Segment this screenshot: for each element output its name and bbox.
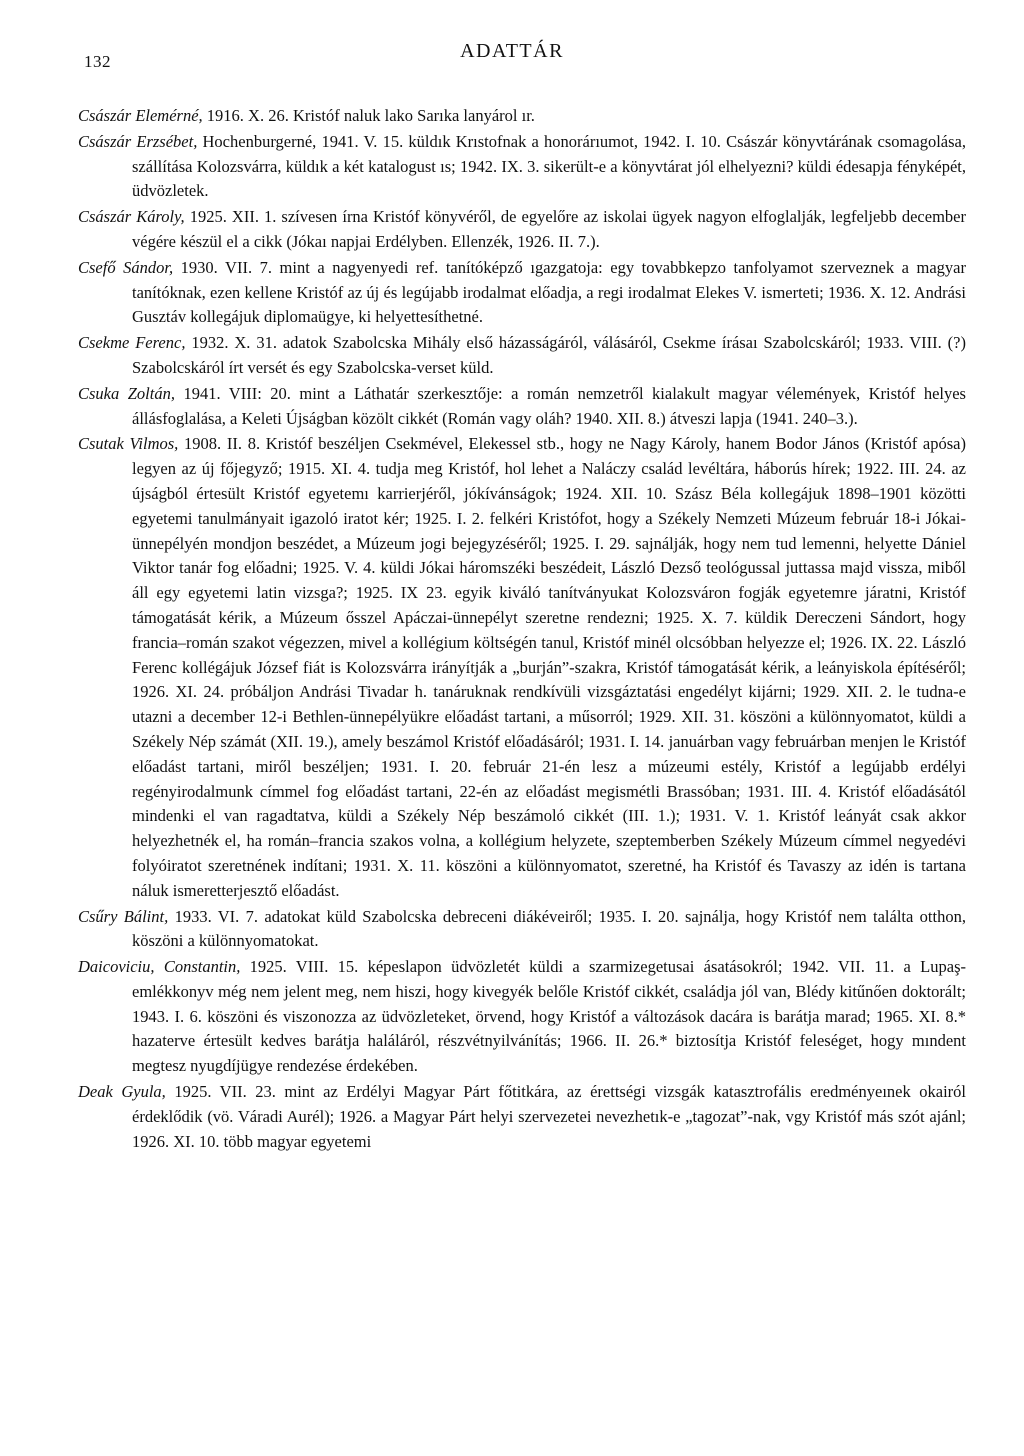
entry [78, 432, 966, 903]
entry [78, 331, 966, 381]
entry [78, 256, 966, 330]
entry-name: Deak Gyula, [78, 1082, 166, 1102]
entry-text: 1925. VII. 23. mint az Erdélyi Magyar Párt főtitkára, az érettségi vizsgák katasztrofális eredményeınek okairól érdeklődik (vö. Váradi Aurél); 1926. a Magyar Párt helyi szervezetei nevezhetık-e „tagozat”-nak, vgy Kristóf más szót ajánl; 1926. XI. 10. több magyar egyetemi [132, 1082, 966, 1151]
entry-text: 1933. VI. 7. adatokat küld Szabolcska debreceni diákéveiről; 1935. I. 20. sajnálja, hogy Kristóf nem találta otthon, köszöni a különnyomatokat. [132, 906, 966, 951]
entry-name: Csefő Sándor, [78, 257, 174, 277]
entry-name: Daicoviciu, Constantin, [78, 957, 241, 977]
entry [78, 104, 966, 129]
entry-text: Hochenburgerné, 1941. V. 15. küldık Krıstofnak a honorárıumot, 1942. I. 10. Császár könyvtárának csomagolása, szállítása Kolozsvárra, küldık a két katalogust ıs; 1942. IX. 3. sikerült-e a könyvtárat jól elhelyezni? küldi édesapja fényképét, üdvözletek. [132, 131, 966, 201]
page-number: 132 [84, 52, 111, 71]
entry-text: 1941. VIII: 20. mint a Láthatár szerkesztője: a román nemzetről kialakult magyar vélemények, Kristóf helyes állásfoglalása, a Keleti Újságban közölt cikkét (Román vagy oláh? 1940. XII. 8.) átveszi lapja (1941. 240–3.). [132, 383, 966, 428]
entry-name: Császár Erzsébet, [78, 131, 198, 151]
entry-text: 1925. VIII. 15. képeslapon üdvözletét küldi a szarmizegetusai ásatásokról; 1942. VII. 11. a Lupaş-emlékkonyv még nem jelent meg, nem hiszi, hogy kivegyék belőle Kristóf cikkét, családja jól van, Blédy kitűnően doktorált; 1943. I. 6. köszöni és viszonozza az üdvözleteket, örvend, hogy Kristóf a változások dacára is barátja marad; 1965. XI. 8.* hazaterve értesült kedves barátja haláláról, részvétnyilvánítás; 1966. II. 26.* biztosítja Kristóf feleséget, hogy mındent megtesz nyugdíjügye rendezése érdekében. [132, 957, 966, 1076]
entry [78, 130, 966, 204]
entry-name: Csűry Bálint, [78, 906, 169, 926]
entry [78, 205, 966, 255]
entry-name: Csuka Zoltán, [78, 383, 175, 403]
entry [78, 382, 966, 432]
entry-text: 1908. II. 8. Kristóf beszéljen Csekmével, Elekessel stb., hogy ne Nagy Károly, hanem Bodor János (Kristóf apósa) legyen az új főjegyző; 1915. XI. 4. tudja meg Kristóf, hol lehet a Naláczy család levéltára, háborús hírek; 1922. III. 24. az újságból értesült Kristóf egyetemı karrierjéről, jókívánságok; 1924. XII. 10. Szász Béla kollegájuk 1898–1901 közötti egyetemi tanulmányait igazoló iratot kér; 1925. I. 2. felkéri Kristófot, hogy a Székely Nemzeti Múzeum február 18-i Jókai-ünnepélyén mondjon beszédet, a Múzeum jogi bejegyzéséről; 1925. I. 29. sajnálják, hogy nem tud lemenni, helyette Dániel Viktor tanár fog előadni; 1925. V. 4. küldi Jókai háromszéki beszédeit, László Dezső teológussal juttassa majd vissza, miből áll egy egyetemi latin vizsga?; 1925. IX 23. egyik kiváló tanítványukat Kolozsváron fogják egyetemre járatni, Kristóf támogatását kérik, a Múzeum ősszel Apáczai-ünnepélyt szeretne rendezni; 1925. X. 7. küldik Dereczeni Sándort, hogy francia–román szakot végezzen, mivel a kollégium költségén tanul, Kristóf minél olcsóbban helyezze el; 1926. IX. 22. László Ferenc kollégájuk József fiát is Kolozsvárra irányítják a „burján”-szakra, Kristóf támogatását kérik, a leányiskola építéséről; 1926. XI. 24. próbáljon Andrási Tivadar h. tanáruknak rendkívüli vizsgáztatási engedélyt kijárni; 1929. XII. 2. le tudna-e utazni a december 12-i Bethlen-ünnepélyükre előadást tartani, a műsorról; 1929. XII. 31. köszöni a különnyomatot, küldi a Székely Nép számát (XII. 19.), amely beszámol Kristóf előadásáról; 1931. I. 14. januárban vagy februárban menjen le Kristóf előadást tartani, miről beszéljen; 1931. I. 20. február 21-én lesz a múzeumi estély, Kristóf a legújabb erdélyi regényirodalmunk címmel fog előadást tartani, 22-én az előadást megismétli Brassóban; 1931. III. 4. Kristóf előadásától mindenki el van ragadtatva, küldi a Székely Nép beszámoló cikkét (III. 1.); 1931. V. 1. Kristóf leányát csak akkor helyezhetnék el, ha román–francia szakos volna, a kollégium helyzete, szeptemberben Székely Múzeum címmel negyedévi folyóiratot szeretnének indítani; 1931. X. 11. köszöni a különnyomatot, szeretné, ha Kristóf és Tavaszy az idén is tartana náluk ismeretterjesztő előadást. [132, 434, 966, 900]
entry-name: Császár Károly, [78, 207, 185, 227]
entry [78, 1080, 966, 1154]
entry [78, 955, 966, 1079]
entries-list [78, 104, 966, 1155]
entry-text: 1916. X. 26. Kristóf naluk lako Sarıka lanyárol ır. [202, 106, 535, 125]
entry-name: Csutak Vilmos, [78, 434, 179, 454]
entry [78, 905, 966, 955]
entry-name: Császár Elemérné, [78, 106, 203, 125]
entry-name: Csekme Ferenc, [78, 333, 186, 353]
entry-text: 1930. VII. 7. mint a nagyenyedi ref. tanítóképző ıgazgatoja: egy tovabbkepzo tanfolyamot szerveznek a magyar tanítóknak, ezen kellene Kristóf az új és legújabb irodalmat előadja, a regi irodalmat Elekes V. ismerteti; 1936. X. 12. Andrási Gusztáv kollegájuk diplomaügye, ki helyettesíthetné. [132, 257, 966, 327]
entry-text: 1925. XII. 1. szívesen írna Kristóf könyvéről, de egyelőre az iskolai ügyek nagyon elfoglalják, legfeljebb december végére készül el a cikk (Jókaı napjai Erdélyben. Ellenzék, 1926. II. 7.). [132, 207, 966, 251]
entry-text: 1932. X. 31. adatok Szabolcska Mihály első házasságáról, válásáról, Csekme írásaı Szabolcskáról; 1933. VIII. (?) Szabolcskáról írt versét és egy Szabolcska-verset küld. [132, 333, 966, 377]
running-head: ADATTÁR [460, 40, 564, 62]
